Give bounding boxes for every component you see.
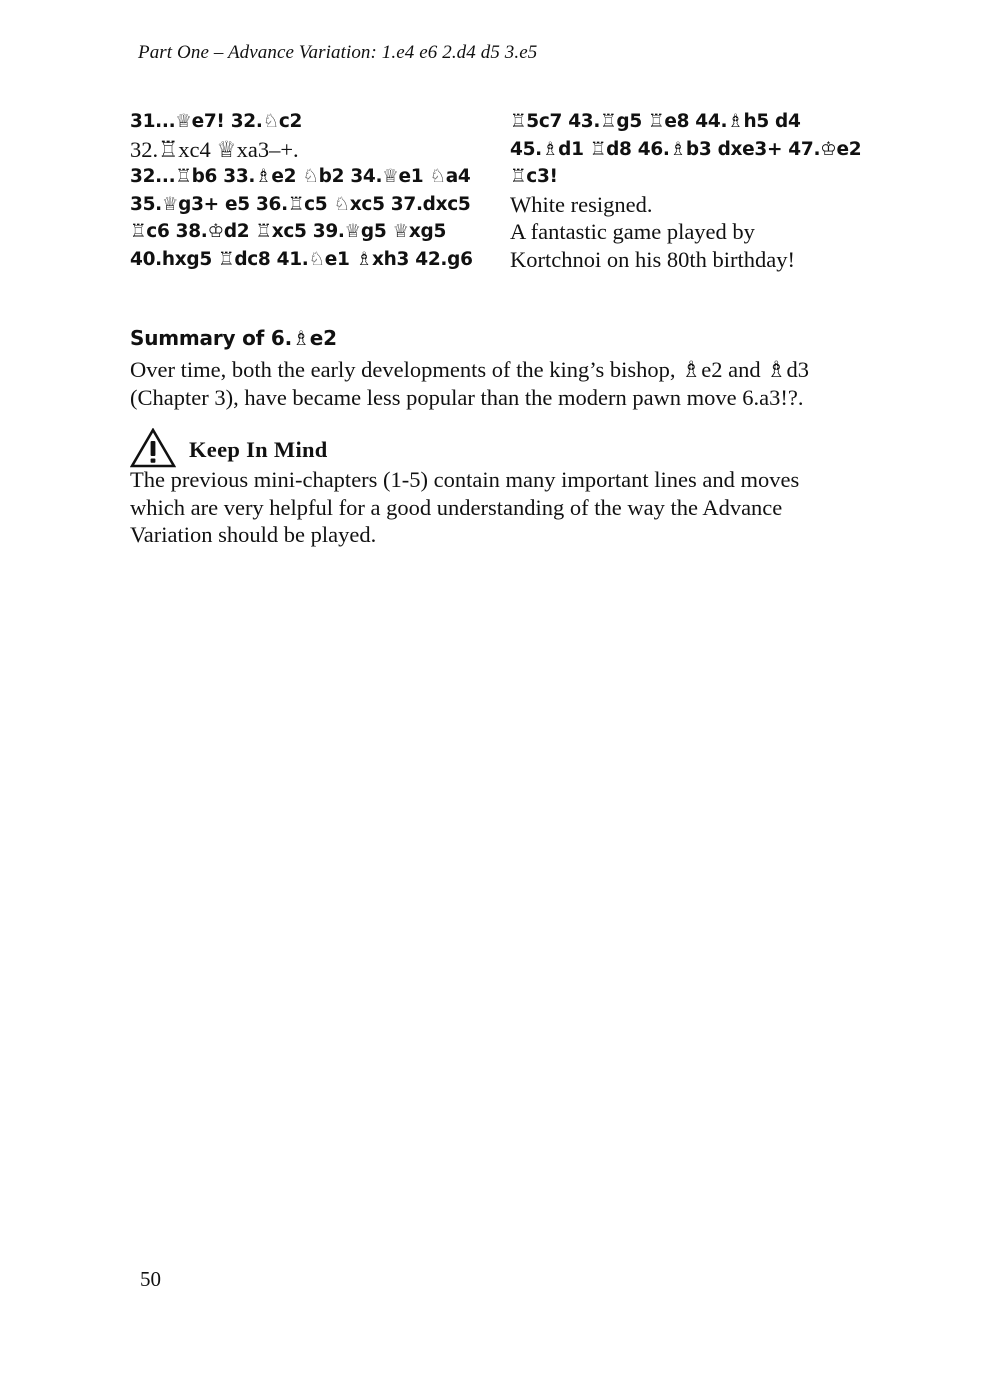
keep-in-mind-line-2: which are very helpful for a good understanding of the way the Advance (130, 494, 783, 520)
game-comment-line-1: A fantastic game played by (510, 219, 755, 245)
move-line-3: 35.♕g3+ e5 36.♖c5 ♘xc5 37.dxc5 (130, 193, 471, 215)
variation-line: 32.♖xc4 ♕xa3–+. (130, 136, 299, 162)
keep-in-mind-heading (130, 428, 328, 468)
summary-heading: Summary of 6.♗e2 (130, 326, 337, 350)
game-moves (130, 108, 870, 274)
summary-line-1: Over time, both the early developments of the king’s bishop, ♗e2 and ♗d3 (130, 357, 809, 382)
move-line-5: 40.hxg5 ♖dc8 41.♘e1 ♗xh3 42.g6 (130, 248, 473, 270)
keep-in-mind-line-1: The previous mini-chapters (1-5) contain many important lines and moves (130, 467, 800, 492)
page-number: 50 (140, 1267, 161, 1291)
game-comment-line-2: Kortchnoi on his 80th birthday! (510, 246, 795, 272)
move-line-2: 32...♖b6 33.♗e2 ♘b2 34.♕e1 ♘a4 (130, 166, 471, 188)
move-line-1: 31...♕e7! 32.♘c2 (130, 111, 303, 132)
summary-paragraph (130, 356, 890, 411)
move-line-6: ♖5c7 43.♖g5 ♖e8 44.♗h5 d4 (510, 111, 801, 132)
game-moves-left-column (130, 108, 510, 274)
warning-icon (130, 428, 176, 468)
keep-in-mind-title: Keep In Mind (189, 437, 328, 462)
move-line-8: ♖c3! (510, 166, 558, 188)
keep-in-mind-paragraph (130, 466, 890, 549)
game-result: White resigned. (510, 191, 653, 217)
move-line-7: 45.♗d1 ♖d8 46.♗b3 dxe3+ 47.♔e2 (510, 138, 862, 160)
game-moves-right-column (510, 108, 870, 274)
running-head: Part One – Advance Variation: 1.e4 e6 2.d4 d5 3.e5 (138, 42, 538, 63)
summary-line-2: (Chapter 3), have became less popular than the modern pawn move 6.a3!?. (130, 384, 804, 410)
keep-in-mind-line-3: Variation should be played. (130, 522, 377, 547)
move-line-4: ♖c6 38.♔d2 ♖xc5 39.♕g5 ♕xg5 (130, 221, 447, 243)
